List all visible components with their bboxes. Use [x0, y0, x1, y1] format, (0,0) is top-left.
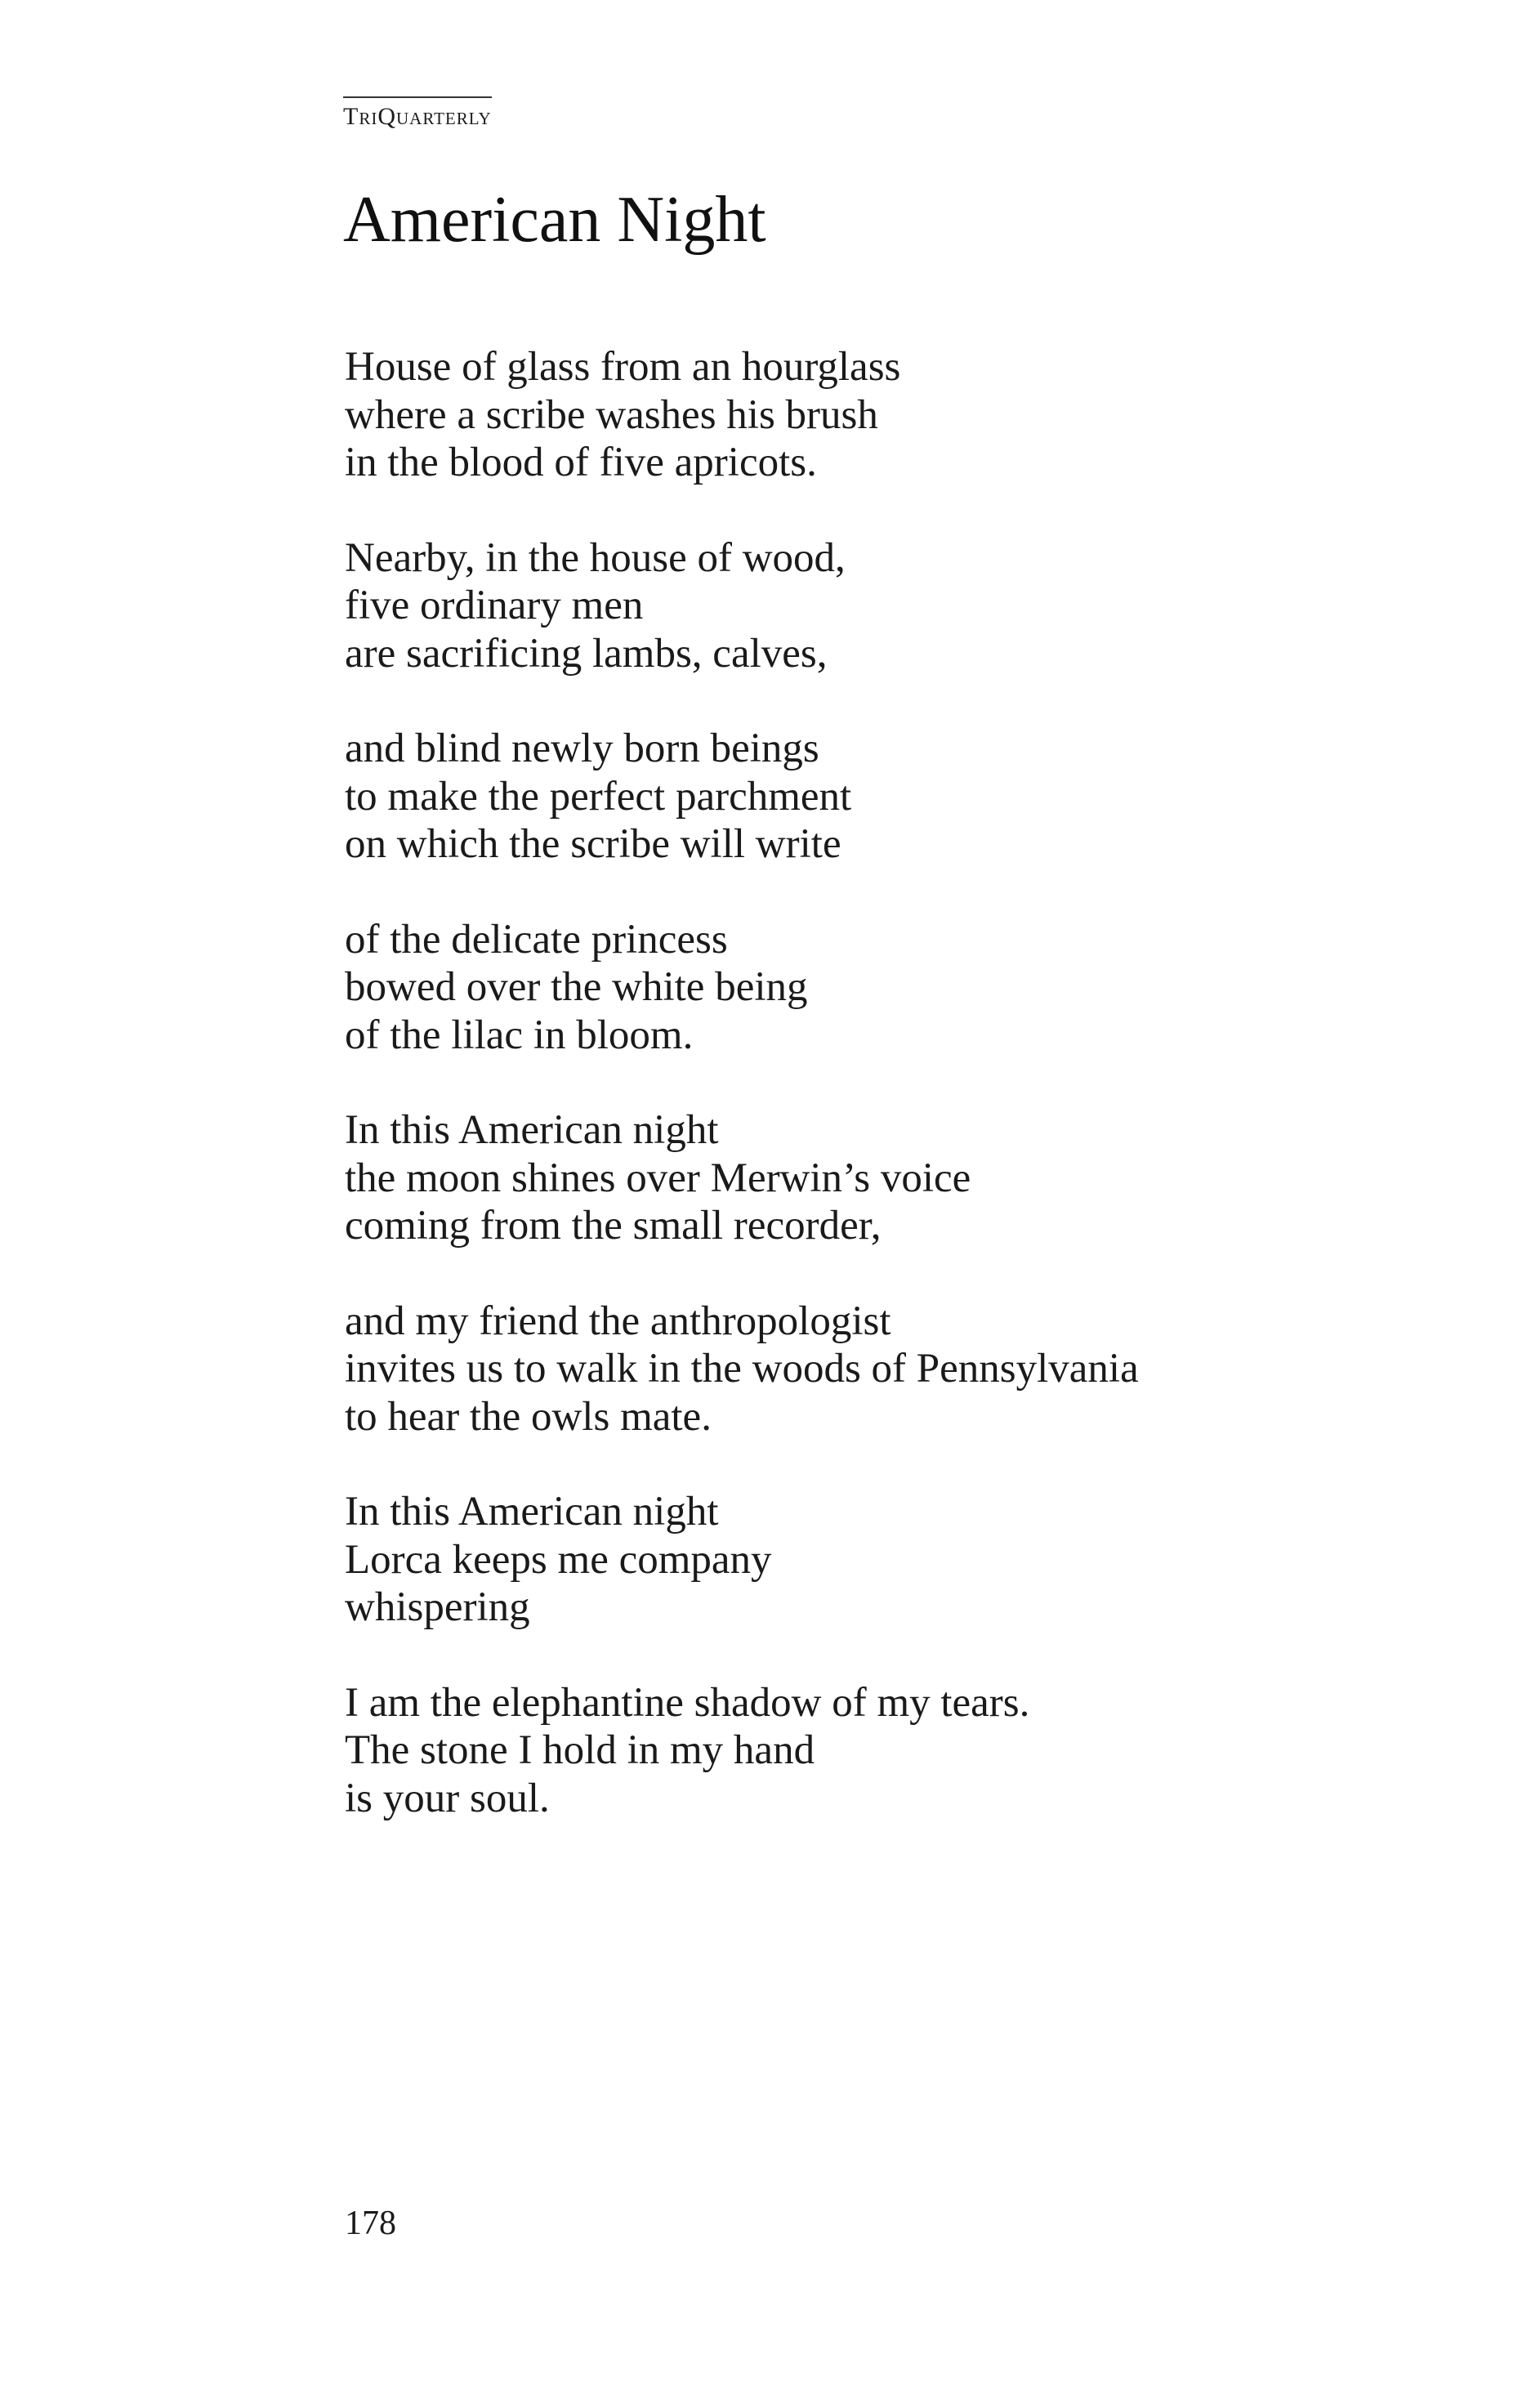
- stanza-2: [345, 534, 1407, 678]
- page-number: 178: [345, 2205, 396, 2242]
- poem-line: House of glass from an hourglass: [345, 344, 901, 390]
- poem-line: In this American night: [345, 1489, 719, 1535]
- poem-line: and my friend the anthropologist: [345, 1298, 891, 1344]
- poem-line: on which the scribe will write: [345, 821, 841, 867]
- poem-body: [345, 343, 1407, 1870]
- poem-line: and blind newly born beings: [345, 726, 819, 771]
- poem-line: In this American night: [345, 1107, 719, 1153]
- poem-line: in the blood of five apricots.: [345, 440, 817, 485]
- poem-line: coming from the small recorder,: [345, 1203, 882, 1249]
- poem-line: invites us to walk in the woods of Pennsylvania: [345, 1346, 1139, 1392]
- poem-line: to make the perfect parchment: [345, 773, 852, 820]
- poem-line: The stone I hold in my hand: [345, 1727, 815, 1773]
- poem-line: Lorca keeps me company: [345, 1536, 772, 1583]
- poem-line: are sacrificing lambs, calves,: [345, 630, 828, 677]
- poem-line: bowed over the white being: [345, 964, 808, 1010]
- stanza-1: [345, 343, 1407, 487]
- poem-line: to hear the owls mate.: [345, 1393, 712, 1440]
- poem-line: Nearby, in the house of wood,: [345, 534, 846, 581]
- stanza-4: [345, 916, 1407, 1060]
- stanza-5: [345, 1106, 1407, 1250]
- poem-line: is your soul.: [345, 1775, 550, 1821]
- stanza-8: [345, 1679, 1407, 1823]
- poem-line: of the delicate princess: [345, 916, 728, 963]
- poem-line: of the lilac in bloom.: [345, 1012, 694, 1058]
- poem-line: five ordinary men: [345, 583, 644, 628]
- poem-line: whispering: [345, 1584, 530, 1630]
- running-head: TriQuarterly: [343, 96, 492, 129]
- stanza-3: [345, 725, 1407, 869]
- poem-title: American Night: [343, 184, 766, 256]
- poem-line: where a scribe washes his brush: [345, 391, 878, 438]
- poem-line: I am the elephantine shadow of my tears.: [345, 1679, 1030, 1726]
- stanza-6: [345, 1298, 1407, 1441]
- stanza-7: [345, 1488, 1407, 1632]
- poem-line: the moon shines over Merwin’s voice: [345, 1155, 971, 1201]
